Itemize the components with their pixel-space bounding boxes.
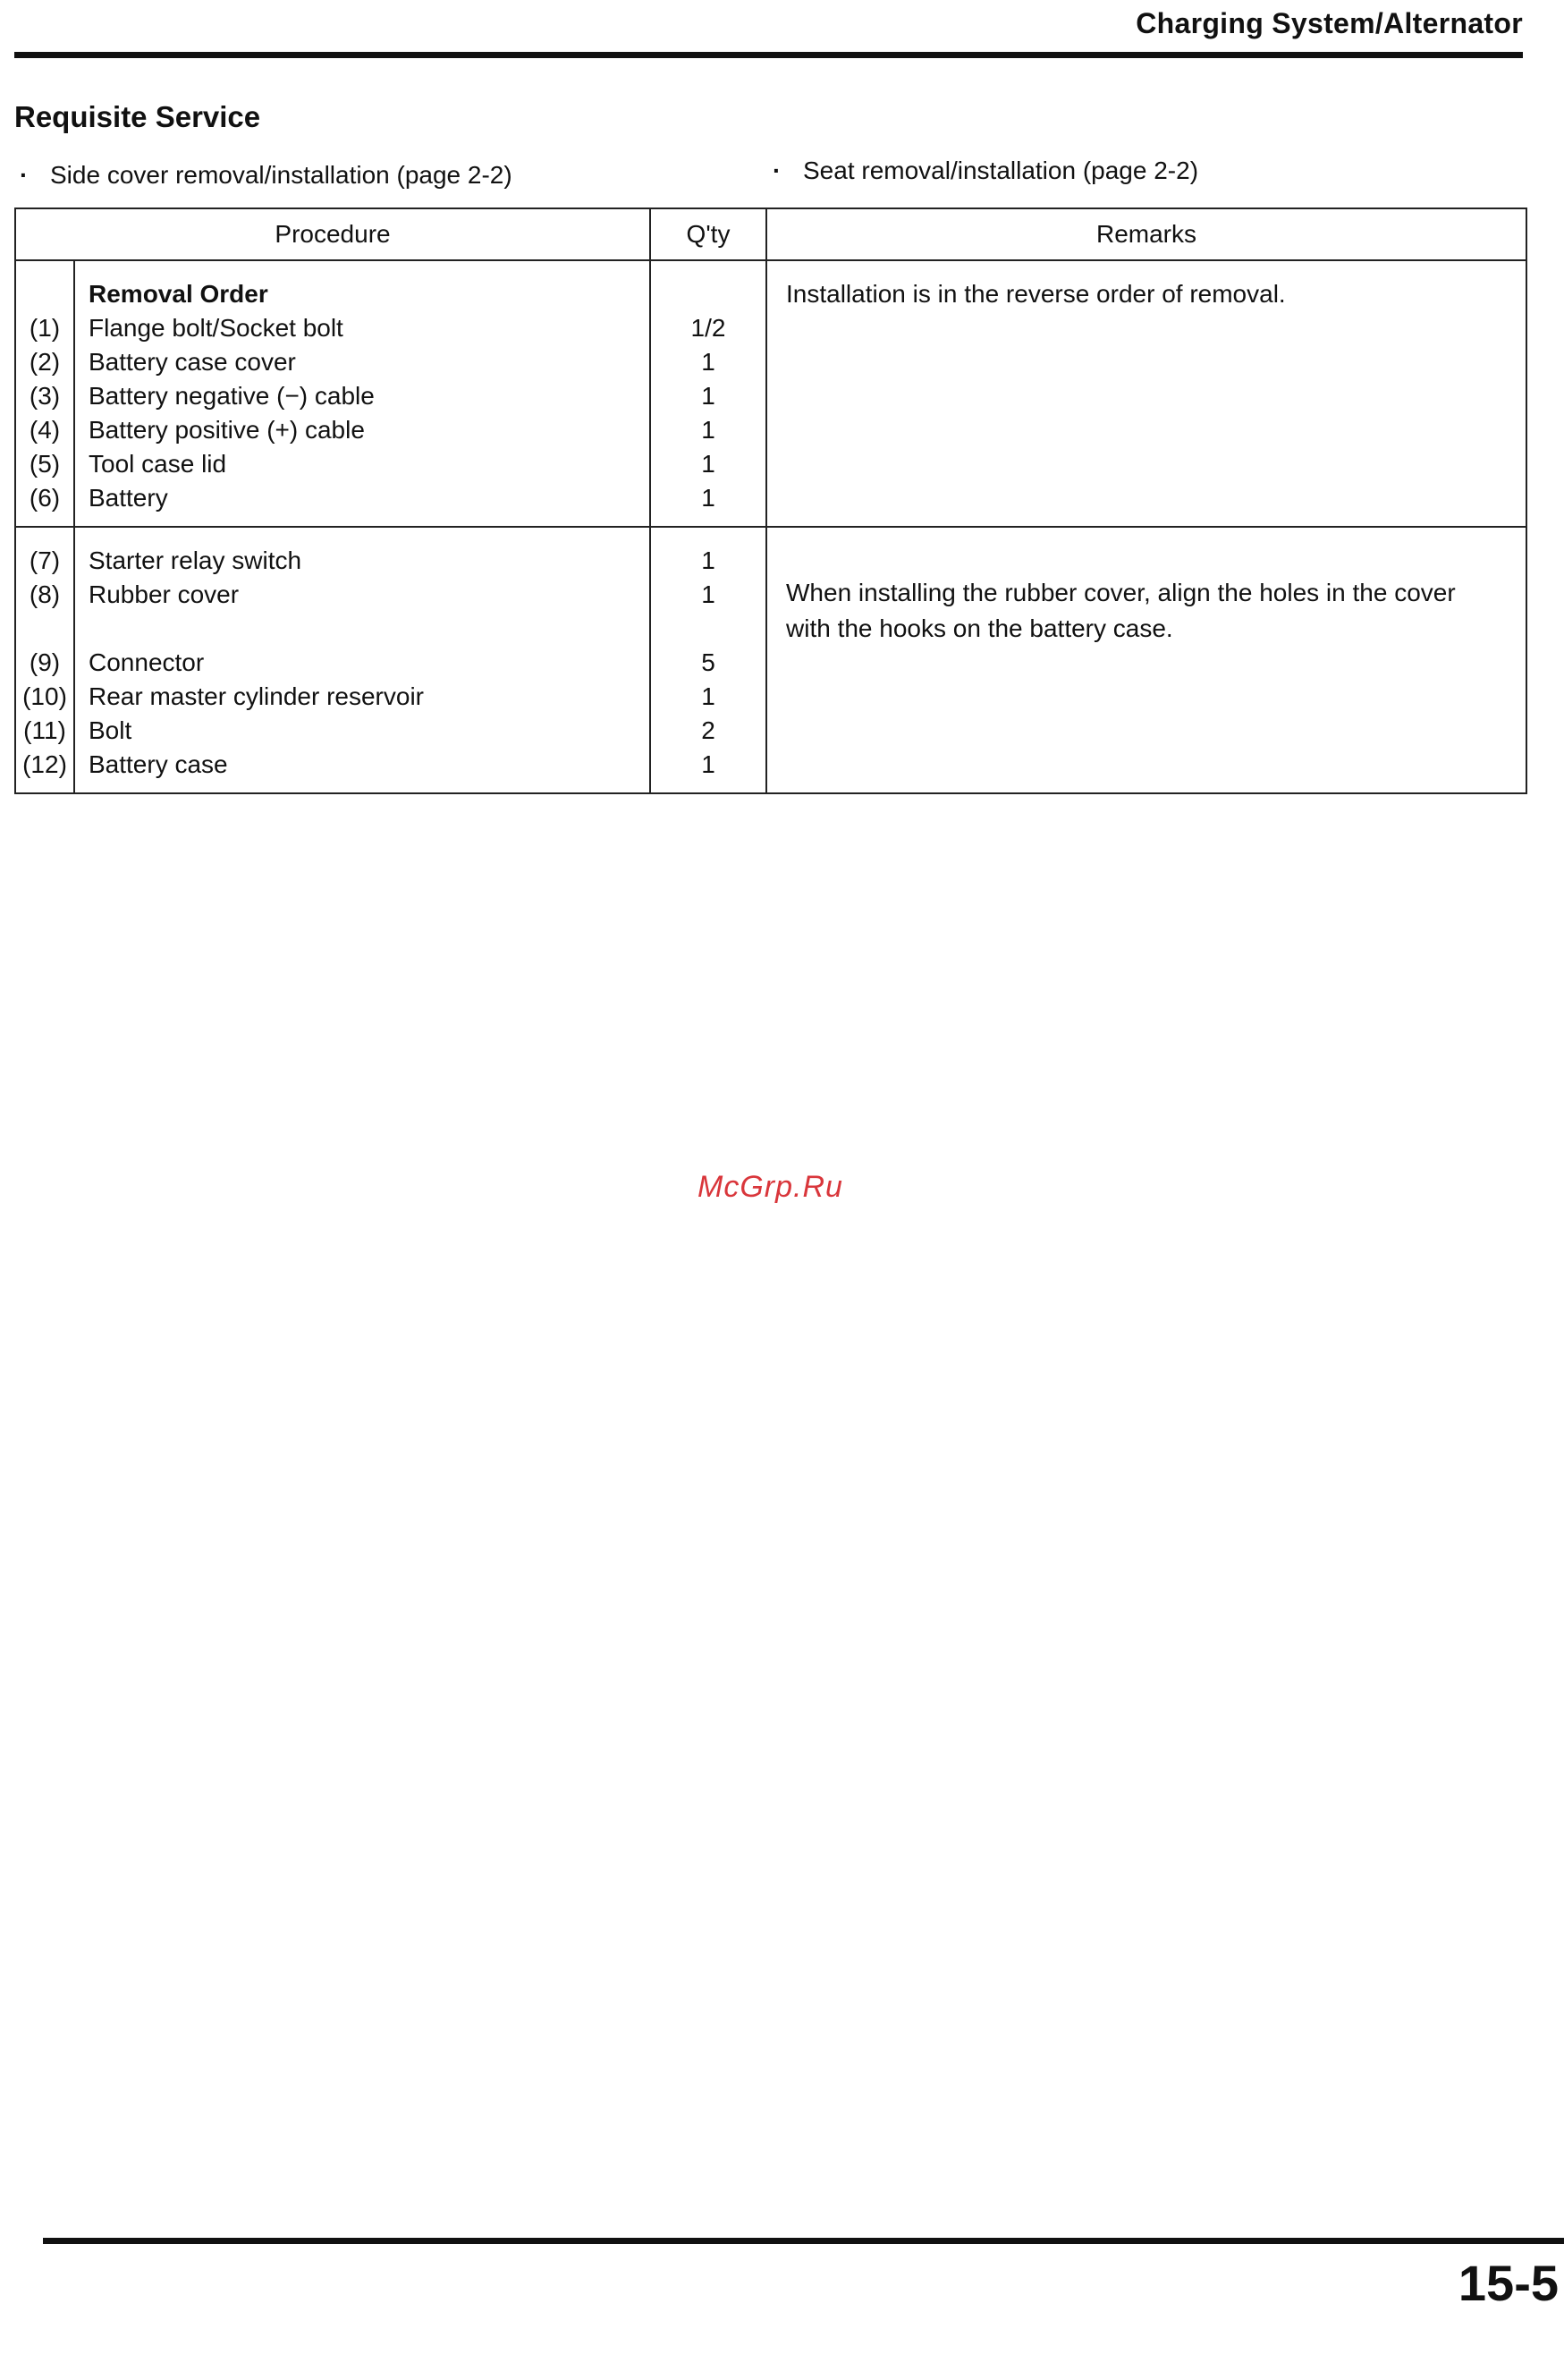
qty-value: 1 [701, 750, 715, 778]
remarks-cell [766, 260, 1526, 527]
qty-value: 1 [701, 450, 715, 478]
bottom-rule [43, 2238, 1564, 2244]
qty-value: 1 [701, 416, 715, 444]
requisite-service-heading: Requisite Service [14, 100, 261, 133]
procedure-item: Flange bolt/Socket bolt [89, 314, 343, 342]
requisite-item [20, 161, 512, 190]
requisite-item-text: Seat removal/installation (page 2-2) [803, 157, 1199, 184]
table-header-row [15, 208, 1526, 260]
step-number: (5) [29, 450, 61, 478]
page-number: 15-5 [1458, 2255, 1559, 2311]
bullet: · [20, 161, 29, 189]
qty-header: Q'ty [650, 208, 766, 260]
qty-value: 1 [701, 682, 715, 710]
procedure-item: Rear master cylinder reservoir [89, 682, 424, 710]
qty-value: 2 [701, 716, 715, 744]
step-number: (2) [29, 348, 61, 376]
step-number: (8) [29, 580, 61, 608]
qty-value: 1 [701, 382, 715, 410]
remark-text: When installing the rubber cover, align the holes in the cover with the hooks on the battery case. [786, 579, 1456, 642]
qty-value: 1 [701, 484, 715, 512]
procedure-item: Battery positive (+) cable [89, 416, 365, 444]
watermark: McGrp.Ru [697, 1170, 843, 1204]
procedure-item: Rubber cover [89, 580, 240, 608]
qty-value: 1 [701, 580, 715, 608]
step-number: (6) [29, 484, 61, 512]
table-row [15, 527, 1526, 793]
requisite-item [773, 157, 1198, 185]
procedure-cell [74, 527, 650, 793]
step-number: (1) [29, 314, 61, 342]
qty-value: 1 [701, 348, 715, 376]
procedure-table [14, 208, 1527, 794]
step-number: (10) [22, 682, 67, 710]
procedure-item: Battery case cover [89, 348, 296, 376]
step-number-cell [15, 260, 74, 527]
procedure-item: Battery case [89, 750, 228, 778]
procedure-header: Procedure [15, 208, 650, 260]
procedure-item: Connector [89, 648, 205, 676]
procedure-item: Battery [89, 484, 168, 512]
step-number: (7) [29, 546, 61, 574]
qty-cell [650, 260, 766, 527]
qty-value: 5 [701, 648, 715, 676]
procedure-item: Starter relay switch [89, 546, 302, 574]
qty-value: 1/2 [690, 314, 726, 342]
step-number: (4) [29, 416, 61, 444]
remarks-header: Remarks [766, 208, 1526, 260]
step-number: (11) [23, 716, 66, 744]
requisite-item-text: Side cover removal/installation (page 2-2) [50, 161, 512, 189]
removal-order-title: Removal Order [89, 280, 268, 308]
procedure-cell [74, 260, 650, 527]
procedure-item: Bolt [89, 716, 132, 744]
table-row [15, 260, 1526, 527]
step-number: (9) [29, 648, 61, 676]
remarks-cell [766, 527, 1526, 793]
qty-cell [650, 527, 766, 793]
step-number: (12) [22, 750, 67, 778]
step-number-cell [15, 527, 74, 793]
qty-value: 1 [701, 546, 715, 574]
procedure-item: Battery negative (−) cable [89, 382, 375, 410]
top-rule [14, 52, 1523, 58]
section-title: Charging System/Alternator [1136, 7, 1523, 39]
bullet: · [773, 157, 782, 184]
remark-text: Installation is in the reverse order of removal. [786, 280, 1286, 308]
step-number: (3) [29, 382, 61, 410]
procedure-item: Tool case lid [89, 450, 227, 478]
